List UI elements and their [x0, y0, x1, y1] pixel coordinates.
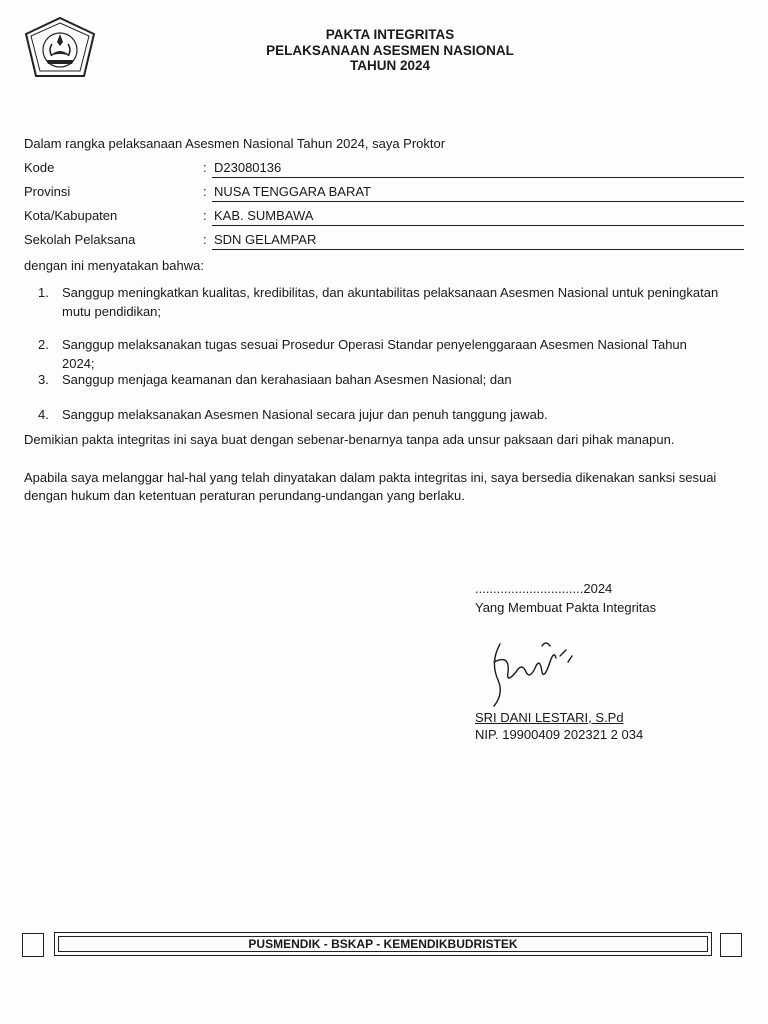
field-colon: : [203, 184, 207, 199]
field-label: Provinsi [24, 184, 71, 199]
signer-name: SRI DANI LESTARI, S.Pd [475, 710, 624, 725]
intro-text: Dalam rangka pelaksanaan Asesmen Nasional Tahun 2024, saya Proktor [24, 136, 446, 151]
field-label: Sekolah Pelaksana [24, 232, 136, 247]
list-number: 1. [38, 285, 49, 300]
declaration-intro: dengan ini menyatakan bahwa: [24, 258, 204, 273]
list-number: 4. [38, 407, 49, 422]
footer-text: PUSMENDIK - BSKAP - KEMENDIKBUDRISTEK [58, 936, 708, 952]
header-year: TAHUN 2024 [349, 58, 431, 73]
signer-nip: NIP. 19900409 202321 2 034 [475, 727, 644, 742]
closing-statement: Demikian pakta integritas ini saya buat dengan sebenar-benarnya tanpa ada unsur paksaan dari pihak manapun. [24, 432, 675, 447]
list-text: Sanggup meningkatkan kualitas, kredibilitas, dan akuntabilitas pelaksanaan Asesmen Nasional untuk peningkatan mutu pendidikan; [62, 285, 719, 319]
list-text: Sanggup melaksanakan Asesmen Nasional secara jujur dan penuh tanggung jawab. [62, 407, 548, 422]
signature-title: Yang Membuat Pakta Integritas [475, 600, 657, 615]
list-text: Sanggup melaksanakan tugas sesuai Prosedur Operasi Standar penyelenggaraan Asesmen Nasional Tahun 2024; [62, 337, 687, 371]
header-title: PAKTA INTEGRITAS [325, 27, 455, 42]
field-value: D23080136 [212, 160, 744, 178]
field-label: Kota/Kabupaten [24, 208, 118, 223]
field-value: NUSA TENGGARA BARAT [212, 184, 744, 202]
field-colon: : [203, 160, 207, 175]
field-colon: : [203, 232, 207, 247]
footer-left-box [22, 933, 44, 957]
field-label: Kode [24, 160, 55, 175]
field-value: SDN GELAMPAR [212, 232, 744, 250]
handwritten-signature [480, 632, 580, 712]
list-number: 2. [38, 337, 49, 352]
list-text: Sanggup menjaga keamanan dan kerahasiaan bahan Asesmen Nasional; dan [62, 372, 512, 387]
footer-banner [54, 932, 712, 956]
tut-wuri-handayani-logo [22, 16, 98, 82]
field-colon: : [203, 208, 207, 223]
list-number: 3. [38, 372, 49, 387]
footer-right-box [720, 933, 742, 957]
sanction-statement: Apabila saya melanggar hal-hal yang telah dinyatakan dalam pakta integritas ini, saya bersedia dikenakan sanksi sesuai dengan hukum dan ketentuan peraturan perundang-undangan yang berlaku. [24, 470, 717, 503]
header-subtitle: PELAKSANAAN ASESMEN NASIONAL [266, 42, 514, 58]
signature-date: ..............................2024 [475, 581, 613, 596]
field-value: KAB. SUMBAWA [212, 208, 744, 226]
document-header [200, 27, 580, 74]
